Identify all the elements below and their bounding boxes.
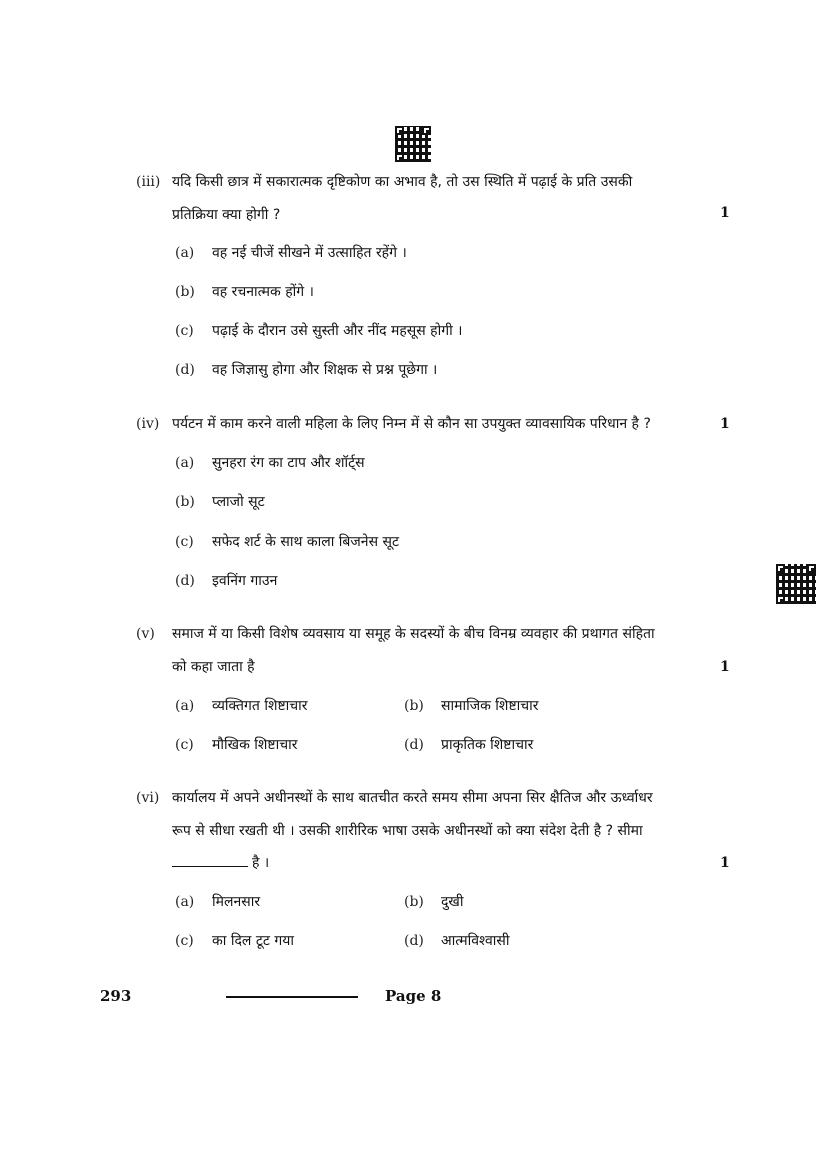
option-label: (b)	[404, 894, 424, 910]
question-marks: 1	[720, 855, 730, 871]
footer-divider	[226, 996, 358, 998]
question-text-line: पर्यटन में काम करने वाली महिला के लिए निम्न में से कौन सा उपयुक्त व्यावसायिक परिधान है ?	[172, 416, 651, 432]
option-text: का दिल टूट गया	[212, 933, 295, 949]
option-label: (c)	[175, 534, 194, 550]
option-text: वह रचनात्मक होंगे ।	[212, 284, 314, 300]
page-number: Page 8	[385, 987, 442, 1005]
option-label: (c)	[175, 737, 194, 753]
option-label: (d)	[175, 362, 195, 378]
question-number: (iii)	[136, 174, 161, 190]
option-label: (a)	[175, 698, 195, 714]
option-text: पढ़ाई के दौरान उसे सुस्ती और नींद महसूस होगी ।	[212, 323, 463, 339]
question-marks: 1	[720, 205, 730, 221]
option-text: इवनिंग गाउन	[212, 573, 278, 589]
option-text: प्लाजो सूट	[212, 494, 265, 510]
option-text: वह नई चीजें सीखने में उत्साहित रहेंगे ।	[212, 245, 407, 261]
question-number: (v)	[136, 626, 155, 642]
option-label: (a)	[175, 455, 195, 471]
question-marks: 1	[720, 416, 730, 432]
question-text-line: को कहा जाता है	[172, 659, 255, 675]
option-text: सामाजिक शिष्टाचार	[441, 698, 539, 714]
question-text-line-with-blank	[172, 853, 269, 872]
option-text: आत्मविश्वासी	[441, 933, 510, 949]
question-text-line: रूप से सीधा रखती थी । उसकी शारीरिक भाषा उसके अधीनस्थों को क्या संदेश देती है ? सीमा	[172, 823, 643, 839]
option-label: (a)	[175, 894, 195, 910]
option-label: (d)	[404, 933, 424, 949]
qr-code-top	[395, 126, 431, 162]
option-label: (c)	[175, 933, 194, 949]
option-text: सुनहरा रंग का टाप और शॉर्ट्स	[212, 455, 365, 471]
option-label: (d)	[404, 737, 424, 753]
option-text: मिलनसार	[212, 894, 261, 910]
qr-code-side	[776, 564, 816, 604]
option-text: दुखी	[441, 894, 464, 910]
question-text-line: समाज में या किसी विशेष व्यवसाय या समूह के सदस्यों के बीच विनम्र व्यवहार की प्रथागत संहिता	[172, 626, 655, 642]
question-text-line: यदि किसी छात्र में सकारात्मक दृष्टिकोण का अभाव है, तो उस स्थिति में पढ़ाई के प्रति उसकी	[172, 174, 633, 190]
option-text: सफेद शर्ट के साथ काला बिजनेस सूट	[212, 534, 400, 550]
question-number: (vi)	[136, 790, 160, 806]
question-text-line: प्रतिक्रिया क्या होगी ?	[172, 207, 281, 223]
option-label: (d)	[175, 573, 195, 589]
option-text: व्यक्तिगत शिष्टाचार	[212, 698, 308, 714]
option-text: वह जिज्ञासु होगा और शिक्षक से प्रश्न पूछेगा ।	[212, 362, 438, 378]
question-text-tail: है ।	[252, 855, 270, 871]
option-label: (b)	[175, 284, 195, 300]
option-text: प्राकृतिक शिष्टाचार	[441, 737, 534, 753]
question-text-line: कार्यालय में अपने अधीनस्थों के साथ बातचीत करते समय सीमा अपना सिर क्षैतिज और ऊर्ध्वाधर	[172, 790, 653, 806]
fill-in-blank	[172, 854, 248, 867]
question-marks: 1	[720, 659, 730, 675]
option-text: मौखिक शिष्टाचार	[212, 737, 298, 753]
paper-code: 293	[100, 987, 132, 1005]
question-number: (iv)	[136, 416, 160, 432]
option-label: (b)	[175, 494, 195, 510]
option-label: (b)	[404, 698, 424, 714]
option-label: (c)	[175, 323, 194, 339]
option-label: (a)	[175, 245, 195, 261]
